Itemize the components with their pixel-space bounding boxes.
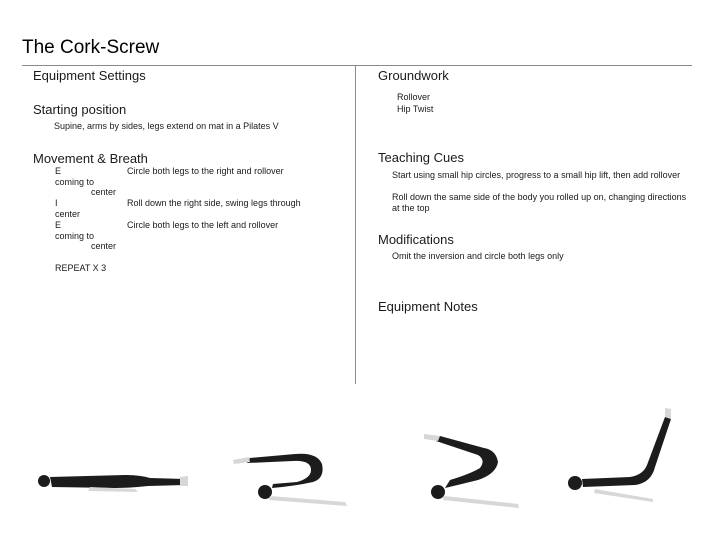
starting-position-text: Supine, arms by sides, legs extend on mat in a Pilates V (54, 121, 279, 131)
starting-position-heading: Starting position (33, 102, 127, 117)
modifications-text: Omit the inversion and circle both legs only (392, 251, 564, 261)
movement-action: Roll down the right side, swing legs through (127, 198, 301, 208)
breath-cue: coming to (55, 231, 95, 241)
breath-cue: I (55, 198, 58, 208)
supine-position-image (30, 455, 190, 505)
corkscrew-side-position-image (400, 428, 530, 510)
teaching-cue: Start using small hip circles, progress to a small hip lift, then add rollover (392, 170, 681, 180)
breath-cue: center (55, 209, 81, 219)
breath-cue: center (91, 187, 117, 197)
groundwork-item: Rollover (397, 92, 431, 102)
equipment-notes-heading: Equipment Notes (378, 299, 478, 314)
rollover-position-image (225, 440, 360, 510)
movement-action: Circle both legs to the left and rollover (127, 220, 279, 230)
page-title: The Cork-Screw (22, 37, 160, 58)
breath-cue: E (55, 166, 62, 176)
breath-cue: E (55, 220, 62, 230)
title-divider (22, 65, 692, 66)
movement-action: Circle both legs to the right and rollover (127, 166, 284, 176)
movement-breath-heading: Movement & Breath (33, 151, 148, 166)
equipment-settings-heading: Equipment Settings (33, 68, 146, 83)
teaching-cue: Roll down the same side of the body you rolled up on, changing directions at the top (392, 192, 687, 213)
modifications-heading: Modifications (378, 232, 454, 247)
breath-cue: center (91, 241, 117, 251)
breath-cue: coming to (55, 177, 95, 187)
groundwork-item: Hip Twist (397, 104, 434, 114)
legs-up-position-image (565, 405, 675, 505)
repeat-text: REPEAT X 3 (55, 263, 107, 273)
column-divider (355, 66, 356, 384)
groundwork-heading: Groundwork (378, 68, 449, 83)
teaching-cues-heading: Teaching Cues (378, 150, 464, 165)
